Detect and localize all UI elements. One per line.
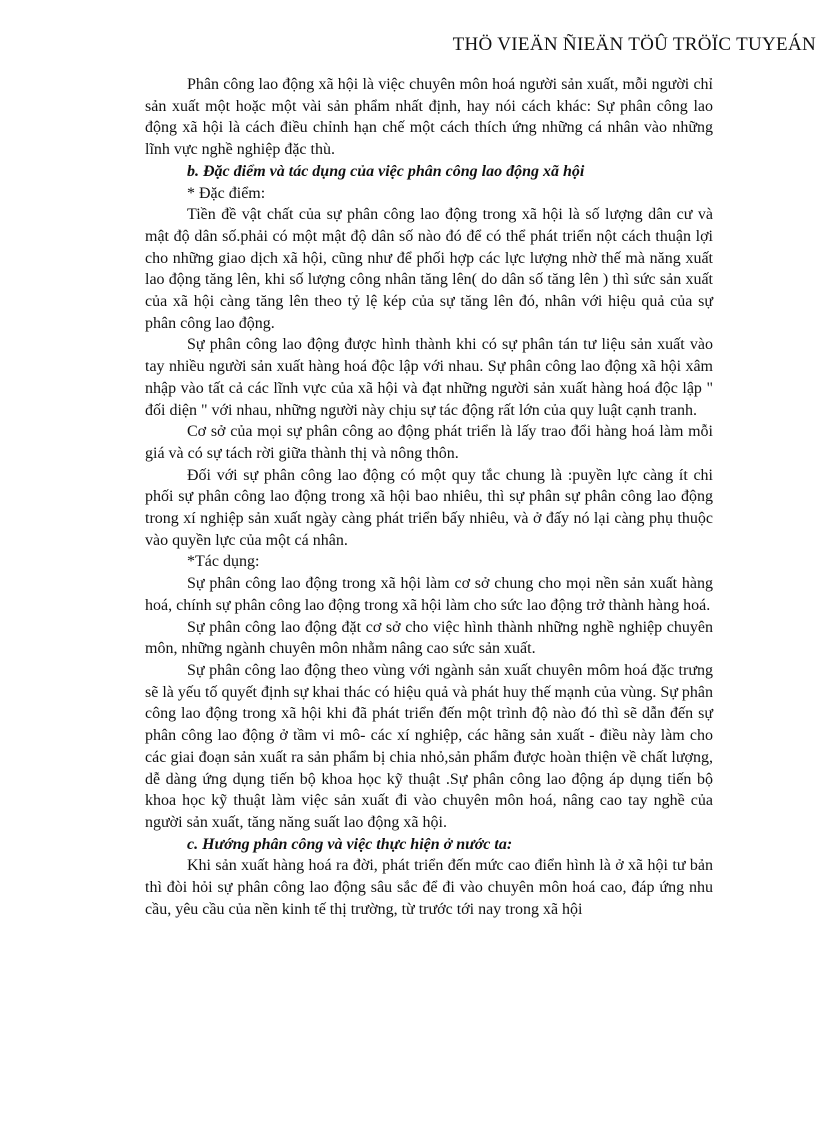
section-heading-b: b. Đặc điểm và tác dụng của việc phân công lao động xã hội (187, 162, 585, 180)
page-header: THÖ VIEÄN ÑIEÄN TÖÛ TRÖÏC TUYEÁN (452, 34, 816, 55)
paragraph: Tiền đề vật chất của sự phân công lao động trong xã hội là số lượng dân cư và mật độ dân số.phải có một mật độ dân số nào đó để có thể phát triển nột cách thuận lợi cho những giao dịch xã hội, cũng như để phối hợp các lực lượng nhờ thế mà năng xuất lao động tăng lên, khi số lượng công nhân tăng lên( do dân số tăng lên ) thì sức sản xuất của xã hội càng tăng lên theo tỷ lệ kép của sự tăng lên đó, nhân với hiệu quả của sự phân công lao động. (145, 206, 713, 332)
paragraph: Cơ sở của mọi sự phân công ao động phát triển là lấy trao đổi hàng hoá làm mỗi giá và có sự tách rời giữa thành thị và nông thôn. (145, 423, 713, 462)
section-heading-c: c. Hướng phân công và việc thực hiện ở nước ta: (187, 835, 513, 853)
subheading-characteristics: * Đặc điểm: (187, 184, 266, 202)
document-body (145, 74, 713, 920)
paragraph: Phân công lao động xã hội là việc chuyên môn hoá người sản xuất, mỗi người chỉ sản xuất một hoặc một vài sản phẩm nhất định, hay nói cách khác: Sự phân công lao động xã hội là cách điều chỉnh hạn chế một cách thích ứng những cá nhân vào những lĩnh vực nghề nghiệp đặc thù. (145, 76, 713, 159)
paragraph: Khi sản xuất hàng hoá ra đời, phát triển đến mức cao điển hình là ở xã hội tư bản thì đòi hỏi sự phân công lao động sâu sắc để đi vào chuyên môn hoá cao, đáp ứng nhu cầu, yêu cầu của nền kinh tế thị trường, từ trước tới nay trong xã hội (145, 857, 713, 918)
paragraph: Sự phân công lao động trong xã hội làm cơ sở chung cho mọi nền sản xuất hàng hoá, chính sự phân công lao động trong xã hội làm cho sức lao động trở thành hàng hoá. (145, 575, 713, 614)
paragraph: Sự phân công lao động đặt cơ sở cho việc hình thành những nghề nghiệp chuyên môn, những ngành chuyên môn nhằm nâng cao sức sản xuất. (145, 618, 713, 658)
paragraph: Đối với sự phân công lao động có một quy tắc chung là :puyền lực càng ít chi phối sự phân công lao động trong xã hội bao nhiêu, thì sự phân sự phân công lao động trong xí nghiệp sản xuất ngày càng phát triển bấy nhiêu, và ở đấy nó lại càng phụ thuộc vào quyền lực của một cá nhân. (145, 466, 713, 549)
subheading-effects: *Tác dụng: (187, 553, 260, 571)
paragraph: Sự phân công lao động được hình thành khi có sự phân tán tư liệu sản xuất vào tay nhiều người sản xuất hàng hoá độc lập với nhau. Sự phân công lao động xã hội xâm nhập vào tất cả các lĩnh vực của xã hội và đạt những người sản xuất hàng hoá độc lập " đối diện " với nhau, những người này chịu sự tác động rất lớn của quy luật cạnh tranh. (145, 336, 713, 419)
paragraph: Sự phân công lao động theo vùng với ngành sản xuất chuyên môm hoá đặc trưng sẽ là yếu tố quyết định sự khai thác có hiệu quả và phát huy thế mạnh của vùng. Sự phân công lao động trong xã hội khi đã phát triển đến một trình độ nào đó thì sẽ dẫn đến sự phân công lao động ở tầm vi mô- các xí nghiệp, các hãng sản xuất - điều này làm cho các giai đoạn sản xuất ra sản phẩm bị chia nhỏ,sản phẩm được hoàn thiện về chất lượng, dễ dàng ứng dụng tiến bộ khoa học kỹ thuật .Sự phân công lao động áp dụng tiến bộ khoa học kỹ thuật làm việc sản xuất đi vào chuyên môn hoá, nâng cao tay nghề của người sản xuất, tăng năng suất lao động xã hội. (145, 661, 713, 831)
